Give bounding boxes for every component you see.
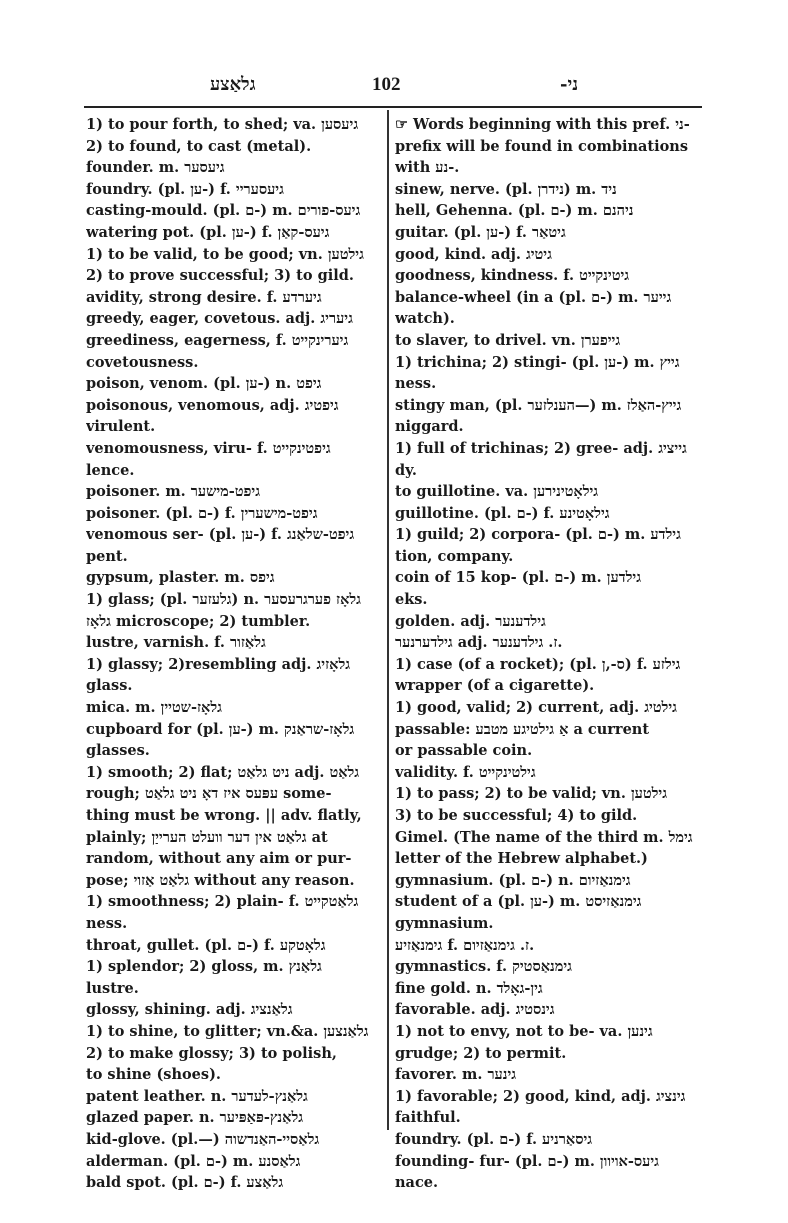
right-entry-line: 1) not to envy, not to be- va. גינען (395, 1022, 653, 1040)
left-entry-line: 1) to be valid, to be good; vn. גילטען (86, 245, 364, 263)
right-entry-line: founding- fur- (pl. ם-) m. גיעס-אויוון (395, 1152, 659, 1170)
left-entry-line: glossy, shining. adj. גלאַנציג (86, 1001, 293, 1019)
right-entry-line: גילדערנער adj. ז. גילדענער. (395, 634, 563, 652)
right-entry-line: gymnasium. (pl. ם-) n. גימנאַזיום (395, 871, 631, 889)
left-entry-line: 1) glassy; 2)resembling adj. גלאָזיג (86, 655, 351, 673)
right-entry-line: 3) to be successful; 4) to gild. (395, 807, 638, 824)
right-entry-line: gymnastics. f. גימנאַסטיק (395, 958, 572, 976)
left-entry-line: foundry. (pl. ען-) f. גיעסעריי (86, 180, 284, 198)
left-entry-line: rough; עפּעס איז דאָ ניט גלאַט some- (86, 785, 332, 803)
left-entry-line: 1) smooth; 2) flat; ניט גלאַט adj. גלאַט (86, 763, 360, 781)
left-entry-line: 1) glass; (pl. גלעזער) n. גלאָז פערגרעסער (86, 591, 361, 609)
right-entry-line: ness. (395, 375, 437, 393)
right-entry-line: hell, Gehenna. (pl. ם-) m. ניהנם (395, 202, 634, 220)
left-entry-line: poisoner. (pl. ם-) f. גיפט-מישערין (86, 504, 318, 522)
right-entry-line: gymnasium. (395, 914, 494, 932)
right-entry-line: coin of 15 kop- (pl. ם-) m. גילדען (395, 569, 641, 587)
left-entry-line: venomous ser- (pl. ען-) f. גיפט-שלאַנג (86, 526, 355, 544)
right-entry-line: 1) case (of a rocket); (pl. ס-,ן) f. גילזע (395, 655, 681, 673)
right-entry-line: dy. (395, 461, 417, 479)
left-entry-line: 1) to pour forth, to shed; va. גיעסען (86, 116, 359, 133)
page-number: 102 (372, 74, 401, 95)
right-entry-line: fine gold. n. גין-גאָלד (395, 979, 543, 997)
right-entry-line: wrapper (of a cigarette). (395, 677, 595, 695)
left-entry-line: venomousness, viru- f. גיפטינקייט (86, 439, 331, 457)
right-entry-line: 1) full of trichinas; 2) gree- adj. גייציג (395, 439, 687, 457)
left-entry-line: mica. m. גלאָז-שטיין (86, 699, 222, 717)
left-entry-line: covetousness. (86, 353, 199, 371)
right-entry-line: letter of the Hebrew alphabet.) (395, 850, 648, 868)
right-entry-line: 1) guild; 2) corpora- (pl. ם-) m. גילדע (395, 526, 681, 544)
right-entry-line: foundry. (pl. ם-) f. גיסאַרניע (395, 1130, 593, 1148)
right-entry-line: favorable. adj. גינסטיג (395, 1001, 555, 1019)
right-entry-line: grudge; 2) to permit. (395, 1044, 567, 1062)
right-entry-line: sinew, nerve. (pl. נידרן) m. ניד (395, 180, 617, 198)
left-entry-line: 2) to make glossy; 3) to polish, (86, 1044, 337, 1062)
left-entry-line: ness. (86, 914, 128, 932)
right-column (395, 114, 701, 1194)
right-entry-line: tion, company. (395, 547, 514, 565)
left-entry-line: 1) to shine, to glitter; vn.&a. גלאַנצען (86, 1022, 369, 1040)
right-entry-line: golden. adj. גילדענער (395, 612, 546, 630)
left-entry-line: glasses. (86, 742, 150, 760)
right-entry-line: 1) to pass; 2) to be valid; vn. גילטען (395, 785, 667, 803)
left-entry-line: lustre. (86, 979, 139, 997)
left-entry-line: patent leather. n. גלאַנץ-לעדער (86, 1087, 308, 1105)
left-entry-line: alderman. (pl. ם-) m. גלאַסנע (86, 1152, 301, 1170)
left-entry-line: throat, gullet. (pl. ם-) f. גלאָטקע (86, 936, 326, 954)
left-entry-line: greedy, eager, covetous. adj. גיעריג (86, 310, 353, 328)
left-entry-line: to shine (shoes). (86, 1066, 221, 1084)
left-entry-line: lence. (86, 461, 135, 479)
right-entry-line: faithful. (395, 1109, 461, 1127)
right-entry-line: guillotine. (pl. ם-) f. גילאָטינע (395, 504, 610, 522)
right-entry-line: stingy man, (pl. הענלזער—) m. גייץ-האַלז (395, 396, 682, 414)
left-entry-line: poisoner. m. גיפט-מישער (86, 483, 261, 501)
right-entry-line: Gimel. (The name of the third m. גימל (395, 828, 693, 846)
left-entry-line: founder. m. גיעסער (86, 159, 225, 177)
right-entry-line: with נע-. (395, 159, 460, 177)
left-entry-line: casting-mould. (pl. ם-) m. גיעס-פורים (86, 202, 361, 220)
left-entry-line: glazed paper. n. גלאַנץ-פּאַפּיער (86, 1109, 304, 1127)
running-head-right: ני- (560, 74, 579, 95)
right-entry-line: to guillotine. va. גילאָטינירען (395, 483, 599, 501)
right-entry-line: student of a (pl. ען-) m. גימנאַזיסט (395, 893, 642, 911)
left-entry-line: גלאָז microscope; 2) tumbler. (86, 612, 311, 630)
left-entry-line: plainly; גלאַט אין דער וועלט הערייַן at (86, 828, 328, 846)
right-entry-line: ☞ Words beginning with this pref. ני- (395, 116, 690, 133)
left-entry-line: avidity, strong desire. f. גיערדע (86, 288, 322, 306)
right-entry-line: prefix will be found in combinations (395, 137, 688, 155)
right-entry-line: balance-wheel (in a (pl. ם-) m. גייער (395, 288, 672, 306)
left-entry-line: 2) to found, to cast (metal). (86, 137, 312, 155)
left-entry-line: kid-glove. (pl.—) גלאַסיי-האַנדשוה (86, 1130, 320, 1148)
left-entry-line: 2) to prove successful; 3) to gild. (86, 267, 354, 285)
column-divider (387, 110, 389, 1130)
left-entry-line: glass. (86, 677, 133, 695)
right-entry-line: eks. (395, 591, 428, 609)
left-entry-line: poisonous, venomous, adj. גיפטיג (86, 396, 339, 414)
right-entry-line: validity. f. גילטינקייט (395, 763, 536, 781)
right-entry-line: 1) good, valid; 2) current, adj. גילטיג (395, 699, 677, 717)
left-entry-line: greediness, eagerness, f. גיערינקייט (86, 331, 349, 349)
right-entry-line: goodness, kindness. f. גיטינקייט (395, 267, 630, 285)
right-entry-line: nace. (395, 1174, 439, 1192)
left-entry-line: 1) smoothness; 2) plain- f. גלאַטקייט (86, 893, 359, 911)
right-entry-line: passable: אַ גילטיגע מטבע a current (395, 720, 650, 738)
left-entry-line: cupboard for (pl. ען-) m. גלאָז-שראַנק (86, 720, 355, 738)
right-entry-line: 1) favorable; 2) good, kind, adj. גינציג (395, 1087, 686, 1105)
right-entry-line: to slaver, to drivel. vn. גייפערן (395, 331, 621, 349)
right-entry-line: good, kind. adj. גיטיג (395, 245, 552, 263)
left-entry-line: lustre, varnish. f. גלאַזור (86, 634, 266, 652)
header-rule (84, 106, 702, 108)
left-entry-line: gypsum, plaster. m. גיפס (86, 569, 275, 587)
left-entry-line: watering pot. (pl. ען-) f. גיעס-קאַן (86, 223, 330, 241)
left-entry-line: 1) splendor; 2) gloss, m. גלאַנץ (86, 958, 322, 976)
left-entry-line: bald spot. (pl. ם-) f. גלאַצע (86, 1174, 284, 1192)
right-entry-line: 1) trichina; 2) stingi- (pl. ען-) m. גייץ (395, 353, 680, 371)
right-entry-line: watch). (395, 310, 455, 328)
right-entry-line: favorer. m. גינער (395, 1066, 517, 1084)
right-entry-line: niggard. (395, 418, 464, 436)
left-entry-line: poison, venom. (pl. ען-) n. גיפט (86, 375, 322, 393)
left-entry-line: random, without any aim or pur- (86, 850, 352, 868)
left-entry-line: virulent. (86, 418, 156, 436)
right-entry-line: or passable coin. (395, 742, 533, 760)
right-entry-line: guitar. (pl. ען-) f. גיטאַר (395, 223, 566, 241)
running-head-left: גלאַצע (210, 74, 256, 95)
left-entry-line: pose; גלאַט אַזוי without any reason. (86, 871, 355, 889)
left-entry-line: pent. (86, 547, 128, 565)
right-entry-line: גימנאַזיע f. ז. גימנאַזיום. (395, 936, 535, 954)
left-entry-line: thing must be wrong. || adv. flatly, (86, 807, 362, 824)
left-column (86, 114, 380, 1194)
